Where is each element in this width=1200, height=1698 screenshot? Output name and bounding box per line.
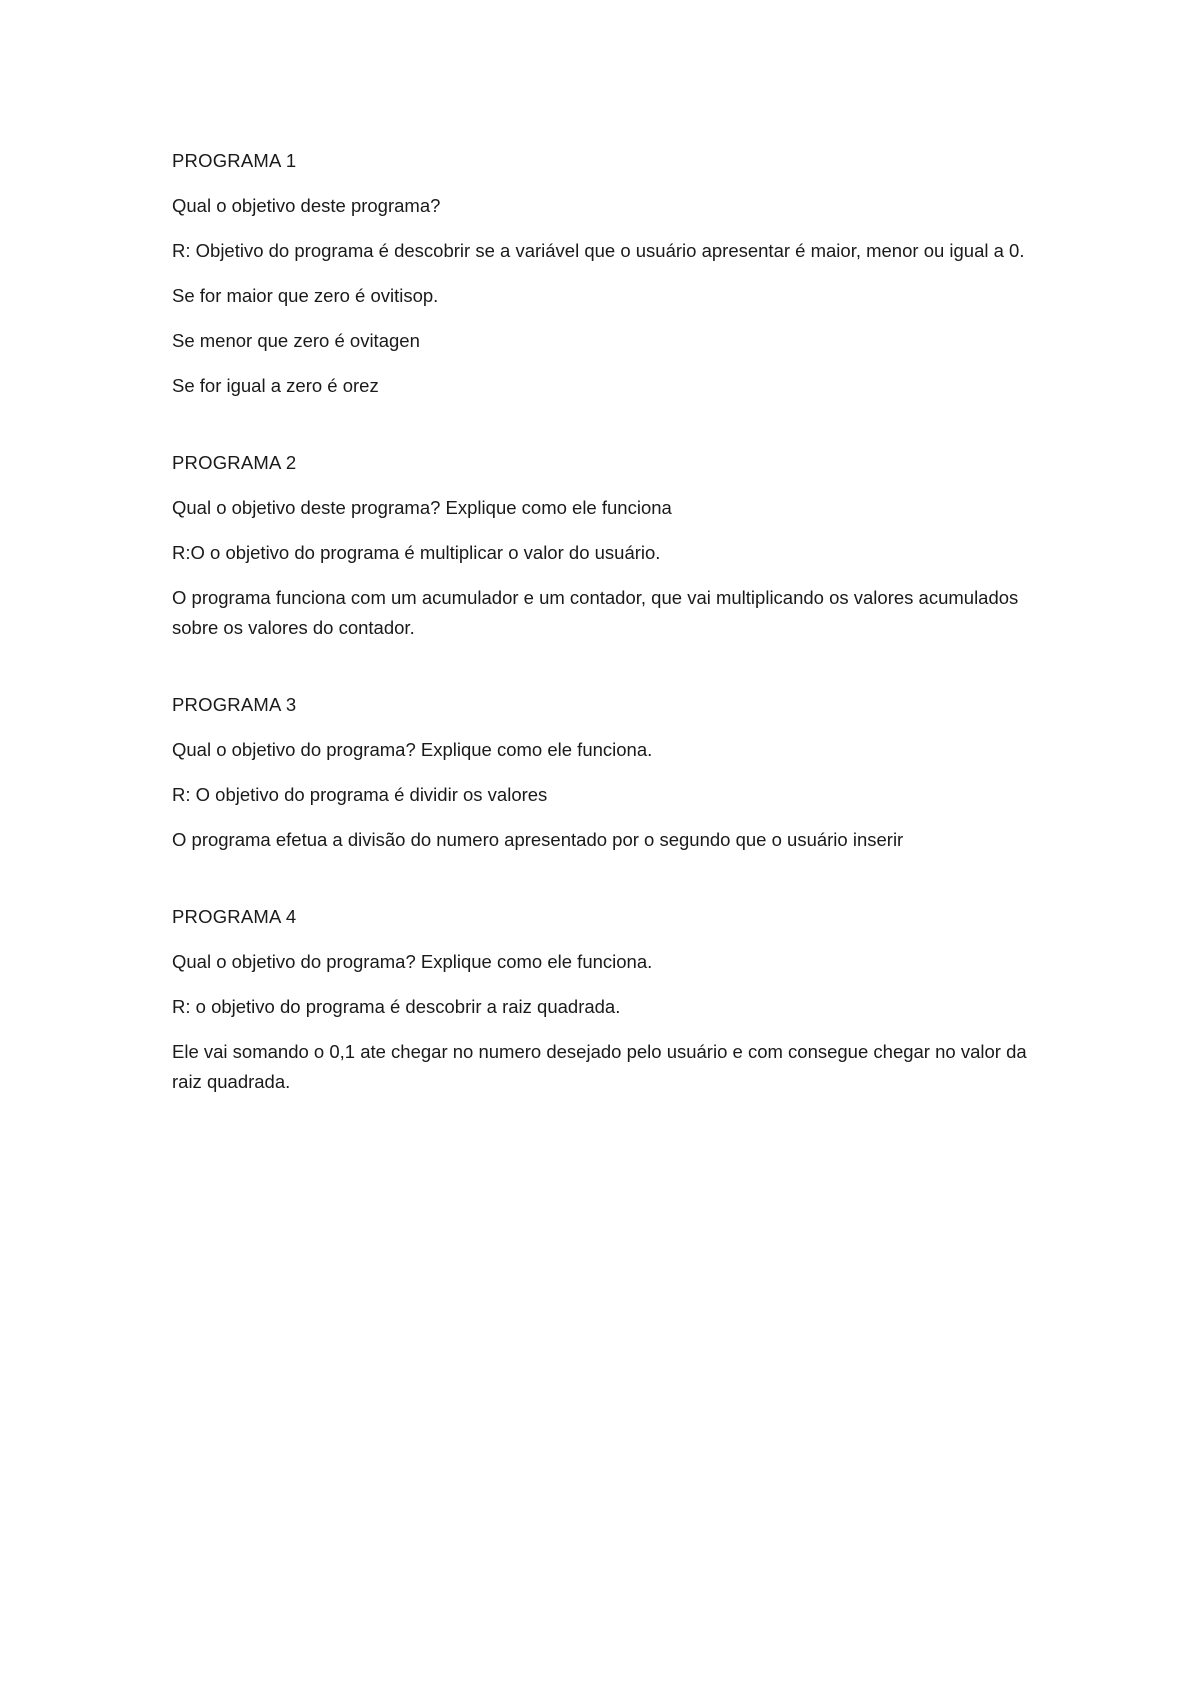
answer-text: R: o objetivo do programa é descobrir a raiz quadrada. [172, 996, 621, 1017]
section-programa-4 [172, 902, 1052, 1097]
section-heading: PROGRAMA 1 [172, 150, 297, 171]
answer-text: R: O objetivo do programa é dividir os valores [172, 784, 548, 805]
answer-detail: O programa funciona com um acumulador e um contador, que vai multiplicando os valores acumulados sobre os valores do contador. [172, 587, 1019, 638]
answer-detail: O programa efetua a divisão do numero apresentado por o segundo que o usuário inserir [172, 829, 904, 850]
section-heading: PROGRAMA 4 [172, 906, 297, 927]
answer-detail: Se for igual a zero é orez [172, 375, 379, 396]
section-heading: PROGRAMA 2 [172, 452, 297, 473]
answer-detail: Se for maior que zero é ovitisop. [172, 285, 439, 306]
question-text: Qual o objetivo do programa? Explique como ele funciona. [172, 951, 653, 972]
question-text: Qual o objetivo do programa? Explique como ele funciona. [172, 739, 653, 760]
section-programa-2 [172, 448, 1052, 643]
document-body [172, 146, 1052, 1112]
question-text: Qual o objetivo deste programa? Explique como ele funciona [172, 497, 672, 518]
answer-detail: Ele vai somando o 0,1 ate chegar no numero desejado pelo usuário e com consegue chegar no valor da raiz quadrada. [172, 1041, 1027, 1092]
section-programa-1 [172, 146, 1052, 401]
section-programa-3 [172, 690, 1052, 855]
answer-text: R: Objetivo do programa é descobrir se a variável que o usuário apresentar é maior, menor ou igual a 0. [172, 240, 1025, 261]
answer-detail: Se menor que zero é ovitagen [172, 330, 420, 351]
section-heading: PROGRAMA 3 [172, 694, 297, 715]
question-text: Qual o objetivo deste programa? [172, 195, 441, 216]
answer-text: R:O o objetivo do programa é multiplicar o valor do usuário. [172, 542, 661, 563]
